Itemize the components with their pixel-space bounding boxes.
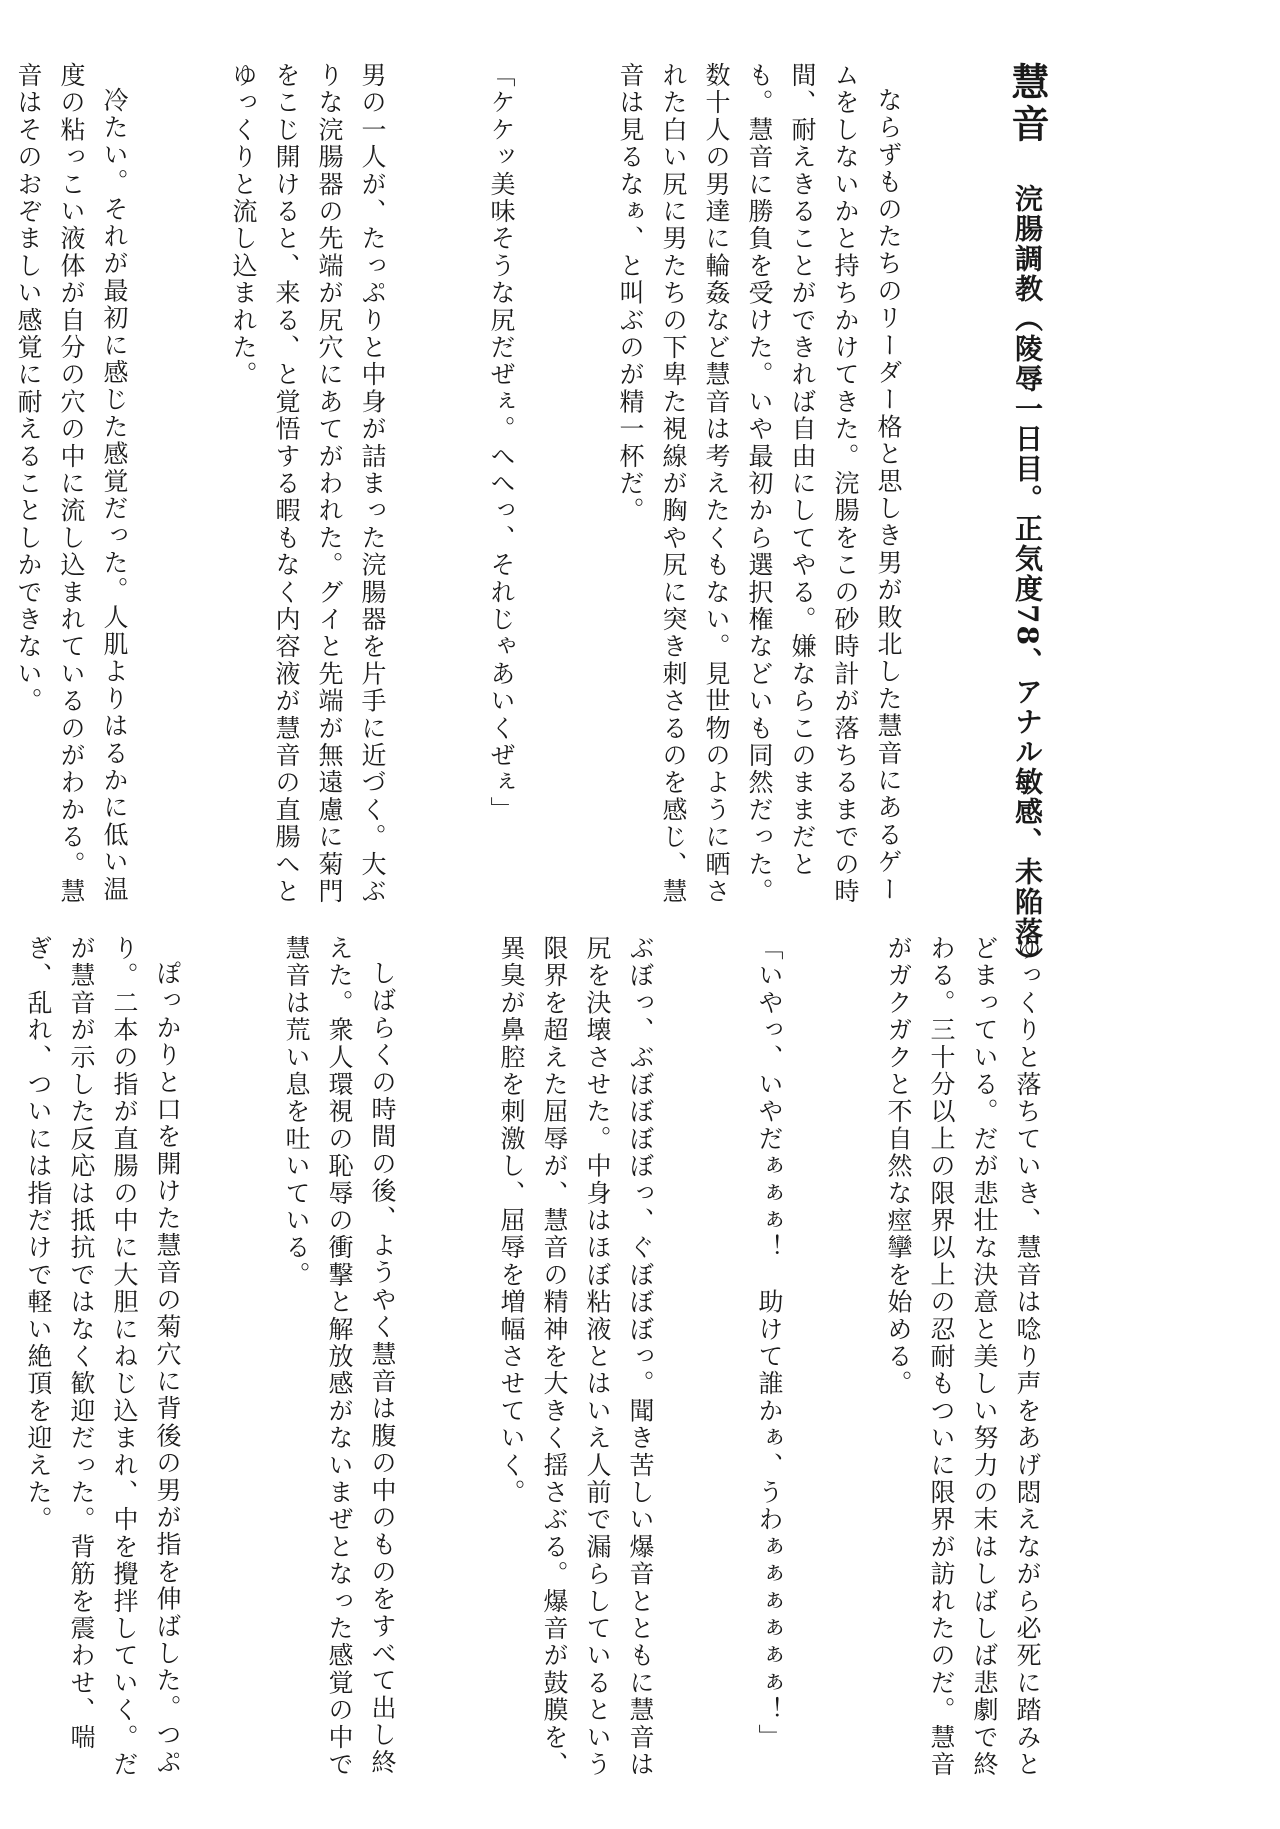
paragraph: 冷たい。それが最初に感じた感覚だった。人肌よりはるかに低い温度の粘っこい液体が自分の穴の中に流し込まれているのがわかる。慧音はそのおぞましい感覚に耐えることしかできない。 [14, 62, 129, 906]
page-title [1005, 62, 1050, 977]
dialogue-line: 「いやっ、いやだぁぁぁ！ 助けて誰かぁ、うわぁぁぁぁぁぁ！」 [755, 935, 784, 1751]
paragraph: 男の一人が、たっぷりと中身が詰まった浣腸器を片手に近づく。大ぶりな浣腸器の先端が尻穴にあてがわれた。グイと先端が無遠慮に菊門をこじ開けると、来る、と覚悟する暇もなく内容液が慧音の直腸へとゆっくりと流し込まれた。 [229, 62, 387, 906]
title-subtitle: 浣腸調教（陵辱一日目。正気度78、アナル敏感、未陥落） [1011, 184, 1044, 977]
paragraph: ぽっかりと口を開けた慧音の菊穴に背後の男が指を伸ばした。つぷり。二本の指が直腸の中に大胆にねじ込まれ、中を攪拌していく。だが慧音が示した反応は抵抗ではなく歓迎だった。背筋を震わせ、喘ぎ、乱れ、ついには指だけで軽い絶頂を迎えた。 [24, 935, 182, 1779]
dialogue-line: 「ケケッ美味そうな尻だぜぇ。へへっ、それじゃあいくぜぇ」 [487, 62, 516, 824]
paragraph: ぶぼっ、ぶぼぼぼぼっ、ぐぼぼぼっ。聞き苦しい爆音とともに慧音は尻を決壊させた。中身はほぼ粘液とはいえ人前で漏らしているという限界を超えた屈辱が、慧音の精神を大きく揺さぶる。爆音が鼓膜を、異臭が鼻腔を刺激し、屈辱を増幅させていく。 [497, 935, 655, 1779]
paragraph: ならずものたちのリーダー格と思しき男が敗北した慧音にあるゲームをしないかと持ちかけてきた。浣腸をこの砂時計が落ちるまでの時間、耐えきることができれば自由にしてやる。嫌ならこのままだとも。慧音に勝負を受けた。いや最初から選択権などいも同然だった。数十人の男達に輪姦など慧音は考えたくもない。見世物のように晒された白い尻に男たちの下卑た視線が胸や尻に突き刺さるのを感じ、慧音は見るなぁ、と叫ぶのが精一杯だ。 [616, 62, 903, 906]
lower-text-block [24, 935, 1135, 1795]
title-name: 慧音 [1005, 62, 1050, 146]
paragraph: しばらくの時間の後、ようやく慧音は腹の中のものをすべて出し終えた。衆人環視の恥辱の衝撃と解放感がないまぜとなった感覚の中で慧音は荒い息を吐いている。 [282, 935, 397, 1779]
paragraph: ゆっくりと落ちていき、慧音は唸り声をあげ悶えながら必死に踏みとどまっている。だが悲壮な決意と美しい努力の末はしばしば悲劇で終わる。三十分以上の限界以上の忍耐もついに限界が訪れたのだ。慧音がガクガクと不自然な痙攣を始める。 [884, 935, 1042, 1779]
upper-text-block [14, 62, 1135, 977]
